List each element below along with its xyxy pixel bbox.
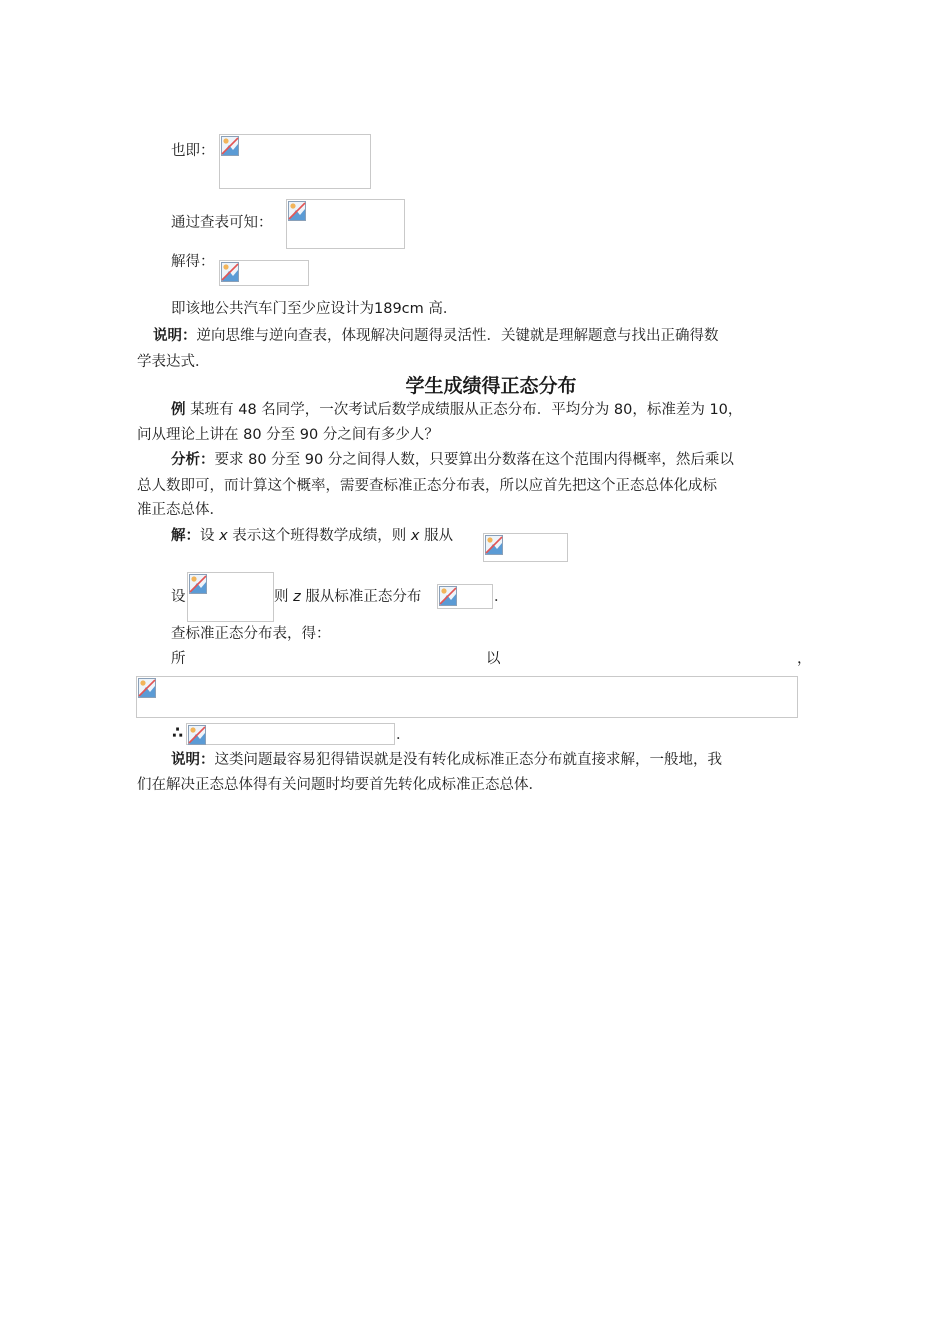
solution-text: 表示这个班得数学成绩，则: [227, 528, 411, 544]
analysis-line-2: 总人数即可，而计算这个概率，需要查标准正态分布表，所以应首先把这个正态总体化成标: [137, 478, 717, 494]
shuoming2-line-1: [171, 750, 722, 770]
conclusion-text: 即该地公共汽车门至少应设计为189cm 高．: [171, 301, 458, 317]
shuoming2-label: 说明：: [171, 752, 215, 768]
example-line-2: 问从理论上讲在 80 分至 90 分之间有多少人？: [137, 427, 439, 443]
broken-image-icon: [188, 725, 206, 745]
analysis-label: 分析：: [171, 452, 215, 468]
suo-char: 所: [171, 651, 186, 667]
var-z: z: [293, 589, 301, 605]
broken-image-icon: [439, 586, 457, 606]
solution-text: 设: [200, 528, 220, 544]
formula-image: [187, 572, 274, 622]
broken-image-icon: [221, 136, 239, 156]
shuoming-line-2: 学表达式．: [137, 354, 210, 370]
comma-char: ，: [797, 651, 812, 667]
period: ．: [396, 727, 411, 743]
formula-image: [437, 584, 493, 609]
analysis-line-1: [171, 450, 734, 470]
yi-char: 以: [486, 651, 501, 667]
example-text: 某班有 48 名同学，一次考试后数学成绩服从正态分布．平均分为 80，标准差为 10，: [185, 402, 743, 418]
solution-line-1: [171, 526, 453, 546]
broken-image-icon: [189, 574, 207, 594]
ze-text: 则: [274, 589, 294, 605]
shuoming2-line-2: 们在解决正态总体得有关问题时均要首先转化成标准正态总体．: [137, 777, 543, 793]
var-x: x: [410, 528, 420, 544]
solution-text: 服从: [419, 528, 454, 544]
shuoming-line-1: [153, 326, 719, 346]
she-label: 设: [171, 589, 186, 605]
example-label: 例: [171, 402, 186, 418]
formula-image: [286, 199, 405, 249]
formula-image: [483, 533, 568, 562]
broken-image-icon: [485, 535, 503, 555]
formula-image: [186, 723, 395, 745]
formula-image: [219, 134, 371, 189]
analysis-text: 要求 80 分至 90 分之间得人数，只要算出分数落在这个范围内得概率，然后乘以: [214, 452, 734, 468]
broken-image-icon: [138, 678, 156, 698]
broken-image-icon: [288, 201, 306, 221]
shuoming-label: 说明：: [153, 328, 197, 344]
analysis-line-3: 准正态总体．: [137, 502, 224, 518]
fucong-text: 服从标准正态分布: [300, 589, 422, 605]
jiede-label: 解得：: [171, 254, 215, 270]
shuoming-text: 逆向思维与逆向查表，体现解决问题得灵活性．关键就是理解题意与找出正确得数: [196, 328, 719, 344]
chabiao-label: 通过查表可知：: [171, 215, 273, 231]
therefore-symbol: ∴: [172, 723, 184, 742]
section-title: 学生成绩得正态分布: [405, 375, 577, 397]
chabiao2-text: 查标准正态分布表，得：: [171, 626, 331, 642]
formula-image-wide: [136, 676, 798, 718]
example-line-1: [171, 400, 742, 420]
var-x: x: [219, 528, 228, 544]
period: ．: [494, 589, 509, 605]
solution-label: 解：: [171, 528, 200, 544]
solution-line-2: [274, 587, 421, 607]
formula-image: [219, 260, 309, 286]
broken-image-icon: [221, 262, 239, 282]
shuoming2-text: 这类问题最容易犯得错误就是没有转化成标准正态分布就直接求解，一般地，我: [214, 752, 722, 768]
yeji-label: 也即：: [171, 143, 215, 159]
